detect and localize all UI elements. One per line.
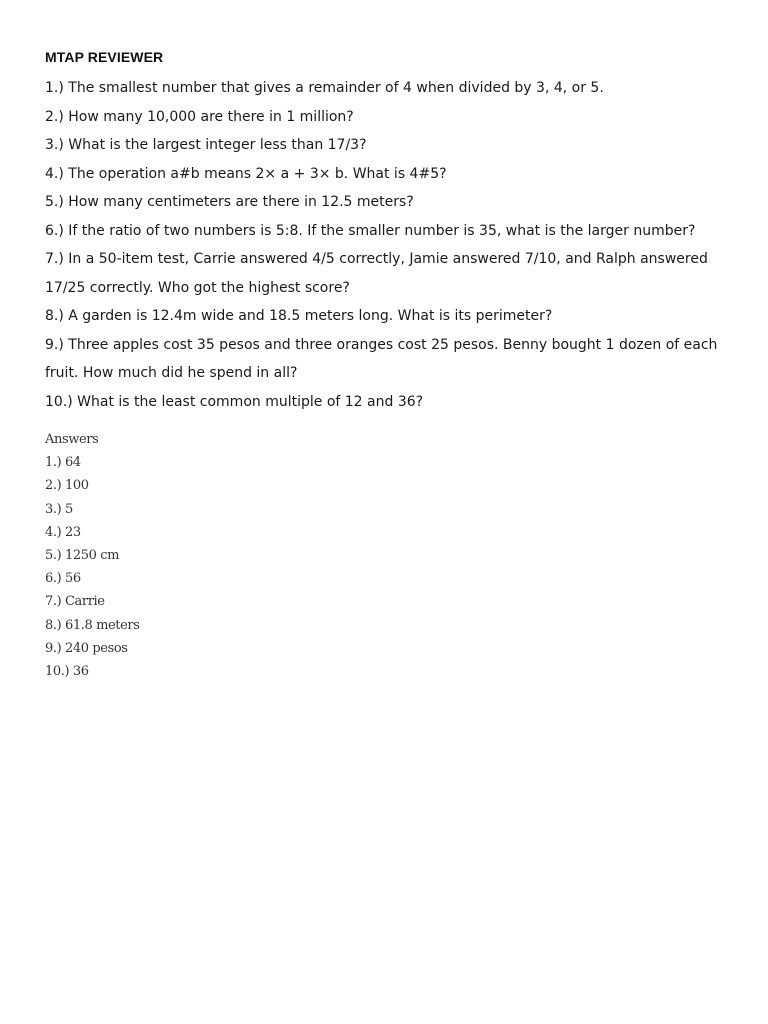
answer-item: 4.) 23	[45, 524, 81, 540]
question-list	[45, 74, 725, 416]
question-item: 5.) How many centimeters are there in 12.5 meters?	[45, 194, 414, 210]
answer-item: 5.) 1250 cm	[45, 548, 120, 564]
answer-item: 7.) Carrie	[45, 594, 105, 610]
document-page	[45, 46, 725, 683]
question-item: 8.) A garden is 12.4m wide and 18.5 meters long. What is its perimeter?	[45, 308, 553, 324]
answers-section	[45, 428, 725, 683]
document-title: MTAP REVIEWER	[45, 49, 164, 65]
question-item: 9.) Three apples cost 35 pesos and three oranges cost 25 pesos. Benny bought 1 dozen of each fruit. How much did he spend in all?	[45, 336, 718, 381]
question-item: 6.) If the ratio of two numbers is 5:8. If the smaller number is 35, what is the larger number?	[45, 222, 696, 239]
answer-item: 8.) 61.8 meters	[45, 617, 140, 633]
question-item: 2.) How many 10,000 are there in 1 million?	[45, 108, 354, 125]
answer-item: 9.) 240 pesos	[45, 640, 128, 656]
question-item: 4.) The operation a#b means 2× a + 3× b. What is 4#5?	[45, 165, 447, 182]
answer-item: 10.) 36	[45, 664, 89, 680]
answers-heading: Answers	[45, 432, 99, 447]
answer-item: 3.) 5	[45, 501, 73, 517]
question-item: 1.) The smallest number that gives a remainder of 4 when divided by 3, 4, or 5.	[45, 80, 604, 96]
question-item: 10.) What is the least common multiple of 12 and 36?	[45, 393, 424, 410]
answer-list	[45, 451, 725, 683]
question-item: 7.) In a 50-item test, Carrie answered 4/5 correctly, Jamie answered 7/10, and Ralph answered 17/25 correctly. Who got the highest score?	[45, 251, 708, 296]
answer-item: 1.) 64	[45, 455, 81, 471]
question-item: 3.) What is the largest integer less than 17/3?	[45, 137, 367, 153]
answer-item: 6.) 56	[45, 571, 81, 587]
answer-item: 2.) 100	[45, 478, 89, 494]
